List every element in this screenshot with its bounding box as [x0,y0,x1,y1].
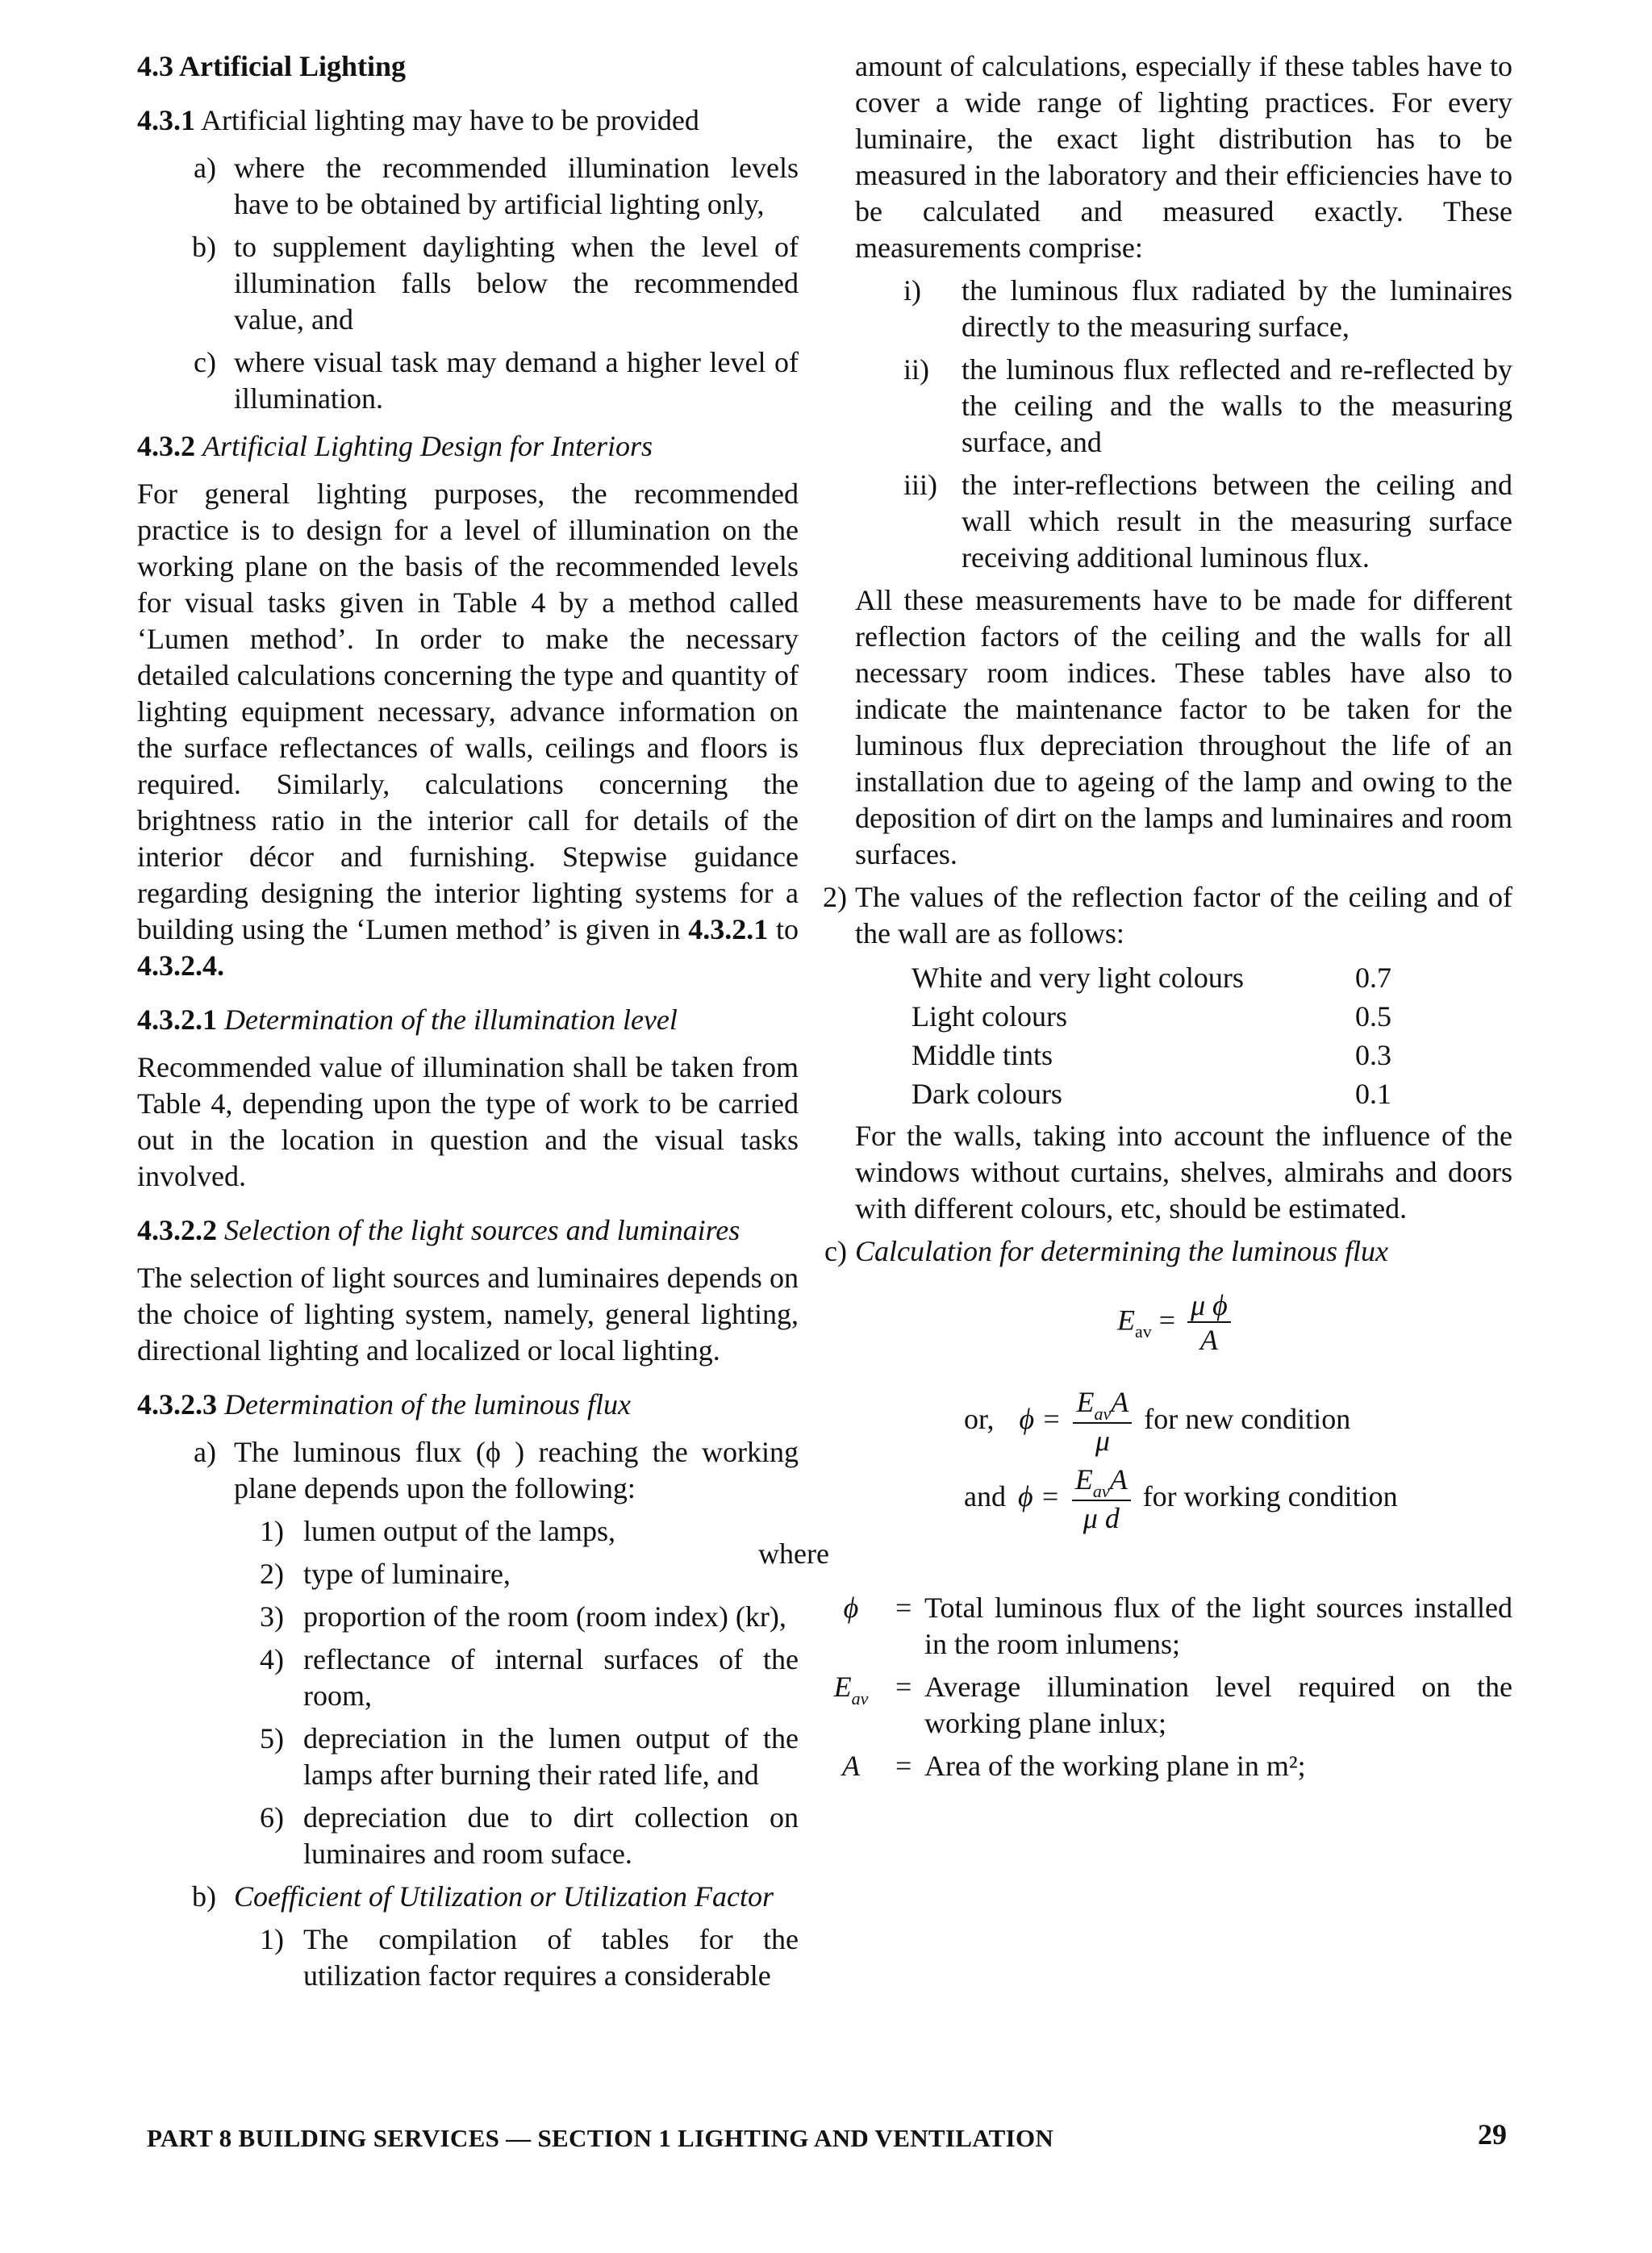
table-row: Middle tints 0.3 [912,1039,1391,1071]
measurements-paragraph: All these measurements have to be made for different reflection factors of the ceiling and the walls for all necessary room indices. These tables have also to indicate the maintenance factor to be taken for the luminous flux depreciation throughout the life of an installation due to ageing of the lamp and owing to the deposition of dirt on the lamps and luminaires and room surfaces. [855,584,1512,870]
list-item: 5) depreciation in the lumen output of the lamps after burning their rated life, and [260,1722,799,1791]
list-item: 1) The compilation of tables for the utilization factor requires a considerable [260,1923,799,1992]
clause-4-3-2-2-heading: 4.3.2.2 Selection of the light sources and luminaires [137,1214,740,1246]
formula-working-condition: and ϕ = $\frac{E_{av}A}{\text{μ d}}$ for working condition [964,1463,1398,1534]
table-row: White and very light colours 0.7 [912,962,1391,994]
definition-row: $E_{av}$ = Average illumination level required on the working plane inlux; [833,1671,1512,1739]
where-label: where [758,1537,829,1570]
clause-4-3-1-list [137,150,799,417]
fraction: $\frac{\text{μ ϕ}}{A}$ [1187,1289,1231,1357]
list-item-c: c) Calculation for determining the luminous flux [824,1235,1388,1267]
left-column [137,48,799,2001]
list-item: 4) reflectance of internal surfaces of the room, [260,1643,799,1712]
formula-average-illumination: $E_{av}$ = $\frac{\text{μ ϕ}}{A}$ [855,1278,1512,1366]
reflection-factor-table [855,958,1512,1113]
clause-4-3-2-1-text: Recommended value of illumination shall be taken from Table 4, depending upon the type of work to be carried out in the location in question and the visual tasks involved. [137,1051,799,1192]
list-item: iii) the inter-reflections between the ceiling and wall which result in the measuring surface receiving additional luminous flux. [903,469,1512,574]
continued-paragraph: amount of calculations, especially if these tables have to cover a wide range of lighting practices. For every luminaire, the exact light distribution has to be measured in the laboratory and their efficiencies have to be calculated and measured exactly. These measurements comprise: [855,50,1512,264]
flux-factors-list [137,1513,799,1872]
clause-4-3-2-1-heading: 4.3.2.1 Determination of the illumination level [137,1003,678,1036]
clause-4-3-2-paragraph: For general lighting purposes, the recommended practice is to design for a level of illumination on the working plane on the basis of the recommended levels for visual tasks given in Table 4 by a method called ‘Lumen method’. In order to make the necessary detailed calculations concerning the type and quantity of lighting equipment necessary, advance information on the surface reflectances of walls, ceilings and floors is required. Similarly, calculations concerning the brightness ratio in the interior call for details of the interior décor and furnishing. Stepwise guidance regarding designing the interior lighting systems for a building using the ‘Lumen method’ is given in 4.3.2.1 to 4.3.2.4. [137,478,799,982]
list-item: 2) type of luminaire, [260,1558,511,1590]
table-row: Light colours 0.5 [912,1000,1391,1033]
page-footer: PART 8 BUILDING SERVICES — SECTION 1 LIGHTING AND VENTILATION [147,2124,1054,2152]
list-item: b) to supplement daylighting when the level of illumination falls below the recommended value, and [192,231,799,336]
clause-4-3-2-heading: 4.3.2 Artificial Lighting Design for Interiors [137,430,653,462]
page-number: 29 [1478,2118,1507,2151]
fraction: $\frac{E_{av}A}{\mu}$ [1073,1386,1132,1458]
symbol-definitions [807,1590,1512,1788]
formula-new-condition: or, ϕ = $\frac{E_{av}A}{\mu}$ for new condition [964,1386,1351,1457]
list-item: a) where the recommended illumination levels have to be obtained by artificial lighting only, [194,152,799,220]
list-item-a: a) The luminous flux (ϕ ) reaching the working plane depends upon the following: [194,1436,799,1504]
list-item: i) the luminous flux radiated by the luminaires directly to the measuring surface, [903,274,1512,343]
clause-4-3-2-3-heading: 4.3.2.3 Determination of the luminous flux [137,1388,631,1421]
clause-4-3-2-2-text: The selection of light sources and luminaires depends on the choice of lighting system, namely, general lighting, directional lighting and localized or local lighting. [137,1262,799,1366]
measurements-list [855,273,1512,576]
list-item: 1) lumen output of the lamps, [260,1515,615,1547]
section-heading: 4.3 Artificial Lighting [137,50,407,82]
definition-row: ϕ = Total luminous flux of the light sources installed in the room inlumens; [843,1592,1512,1660]
list-item: 6) depreciation due to dirt collection on luminaires and room suface. [260,1801,799,1870]
list-item-2: 2) The values of the reflection factor of the ceiling and of the wall are as follows: [823,881,1512,949]
right-column [758,48,1512,1794]
fraction: $\frac{E_{av}A}{\text{μ d}}$ [1072,1463,1131,1535]
list-item: ii) the luminous flux reflected and re-reflected by the ceiling and the walls to the measuring surface, and [903,353,1512,458]
list-item: 3) proportion of the room (room index) (kr), [260,1600,786,1633]
table-row: Dark colours 0.1 [912,1078,1391,1110]
list-item-b: b) Coefficient of Utilization or Utilization Factor [192,1880,774,1913]
clause-4-3-1: 4.3.1 Artificial lighting may have to be provided [137,104,699,136]
definition-row: A = Area of the working plane in m²; [842,1750,1306,1782]
list-item: c) where visual task may demand a higher level of illumination. [194,346,799,415]
walls-paragraph: For the walls, taking into account the influence of the windows without curtains, shelves, almirahs and doors with different colours, etc, should be estimated. [855,1120,1512,1225]
